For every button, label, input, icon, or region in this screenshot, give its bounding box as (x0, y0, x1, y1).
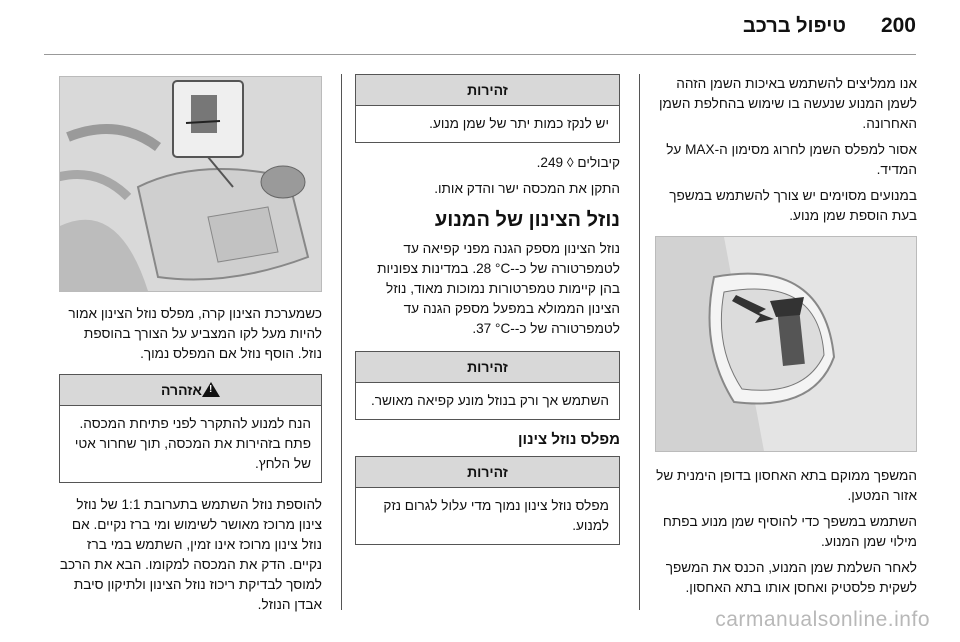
oil-quality-paragraph: אנו ממליצים להשתמש באיכות השמן הזהה לשמן המנוע שנעשה בו שימוש בהחלפת השמן האחרונה. (659, 76, 917, 131)
column-divider-left (341, 74, 342, 610)
page-number: 200 (880, 14, 916, 37)
danger-heading (60, 375, 321, 406)
page-header (40, 14, 916, 44)
header-rule (44, 54, 916, 55)
funnel-use-paragraph: השתמש במשפך כדי להוסיף שמן מנוע בפתח מילוי שמן המנוע. (662, 514, 917, 549)
coolant-level-heading: מפלס נוזל צינון (518, 431, 620, 448)
funnel-photo (655, 236, 917, 452)
funnel-required-paragraph: במנועים מסוימים יש צורך להשתמש במשפך בעת הוספת שמן מנוע. (669, 188, 917, 223)
cold-level-paragraph: כשמערכת הצינון קרה, מפלס נוזל הצינון אמור להיות מעל לקו המצביע על הצורך בהוספת נוזל. הוסף נוזל אם המפלס נמוך. (68, 306, 322, 361)
caution-box-low-coolant (355, 456, 620, 545)
caution-box-excess-oil (355, 74, 620, 143)
coolant-mix-paragraph: להוספת נוזל השתמש בתערובת 1:1 של נוזל צינון מרוכז מאושר לשימוש ומי ברז נקיים. אם נוזל צינון מרוכז אינו זמין, השתמש במי ברז נקיים. הדק את המכסה למקומו. הבא את הרכב למוסך לבדיקת ריכוז נוזל הצינון ולתיקון סיבת אבדן הנוזל. (59, 497, 322, 612)
funnel-storage-illustration (655, 237, 916, 451)
caution-body: השתמש אך ורק בנוזל מונע קפיאה מאושר. (370, 393, 609, 408)
caution-box-antifreeze (355, 351, 620, 420)
caution-heading: זהירות (356, 352, 619, 383)
capacities-reference: קיבולים ◊ 249. (536, 155, 620, 170)
left-column (59, 74, 322, 621)
watermark: carmanualsonline.info (715, 608, 930, 631)
danger-box-hot-cap (59, 374, 322, 483)
coolant-protection-paragraph: נוזל הצינון מספק הגנה מפני קפיאה עד לטמפרטורה של כ-‎28 °C-‎. במדינות צפוניות בהן קיימות טמפרטורות נמוכות מאוד, נוזל הצינון הממולא במפעל מספק הגנה עד לטמפרטורה של כ-‎37 °C-‎. (377, 241, 620, 336)
caution-body: יש לנקז כמות יתר של שמן מנוע. (429, 116, 609, 131)
right-column (655, 74, 917, 604)
funnel-location-paragraph: המשפך ממוקם בתא האחסון בדופן הימנית של אזור המטען. (656, 468, 917, 503)
coolant-reservoir-photo (59, 76, 322, 292)
caution-heading: זהירות (356, 75, 619, 106)
warning-triangle-icon (202, 382, 220, 397)
oil-max-paragraph: אסור למפלס השמן לחרוג מסימון ה-MAX על המדיד. (666, 142, 917, 177)
engine-bay-illustration (59, 77, 321, 291)
column-divider-right (639, 74, 640, 610)
caution-heading: זהירות (356, 457, 619, 488)
danger-body: הנח למנוע להתקרר לפני פתיחת המכסה. פתח בזהירות את המכסה, תוך שחרור אטי של הלחץ. (74, 416, 311, 471)
caution-body: מפלס נוזל צינון נמוך מדי עלול לגרום נזק למנוע. (383, 498, 609, 533)
middle-column (355, 74, 620, 553)
tighten-cap-paragraph: התקן את המכסה ישר והדק אותו. (434, 181, 620, 196)
funnel-store-paragraph: לאחר השלמת שמן המנוע, הכנס את המשפך לשקית פלסטיק ואחסן אותו בתא האחסון. (665, 560, 917, 595)
danger-heading-text: אזהרה (161, 382, 202, 398)
coolant-heading: נוזל הצינון של המנוע (434, 209, 620, 231)
page-title: טיפול ברכב (742, 15, 846, 37)
